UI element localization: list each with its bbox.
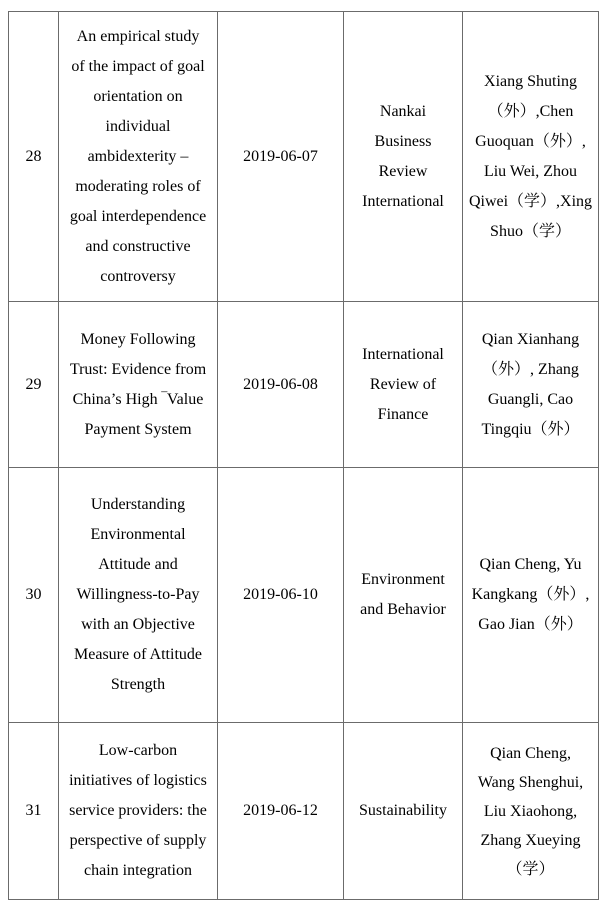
journal-name: Nankai Business Review International: [344, 12, 463, 302]
author-list: Qian Cheng, Wang Shenghui, Liu Xiaohong, Zhang Xueying （学）: [463, 723, 599, 900]
author-list: Xiang Shuting （外）,Chen Guoquan（外）, Liu Wei, Zhou Qiwei（学）,Xing Shuo（学）: [463, 12, 599, 302]
publish-date: 2019-06-12: [218, 723, 344, 900]
author-list: Qian Cheng, Yu Kangkang（外）, Gao Jian（外）: [463, 468, 599, 723]
table-row: [9, 302, 599, 468]
author-list: Qian Xianhang （外）, Zhang Guangli, Cao Tingqiu（外）: [463, 302, 599, 468]
journal-name: Sustainability: [344, 723, 463, 900]
table-row: [9, 723, 599, 900]
table-row: [9, 12, 599, 302]
row-number: 30: [9, 468, 59, 723]
row-number: 31: [9, 723, 59, 900]
paper-title: Low-carbon initiatives of logistics service providers: the perspective of supply chain integration: [59, 723, 218, 900]
paper-title: Money Following Trust: Evidence from China’s High ‾Value Payment System: [59, 302, 218, 468]
journal-name: Environment and Behavior: [344, 468, 463, 723]
publish-date: 2019-06-08: [218, 302, 344, 468]
row-number: 29: [9, 302, 59, 468]
table-row: [9, 468, 599, 723]
paper-title: Understanding Environmental Attitude and Willingness-to-Pay with an Objective Measure of Attitude Strength: [59, 468, 218, 723]
journal-name: International Review of Finance: [344, 302, 463, 468]
publish-date: 2019-06-10: [218, 468, 344, 723]
row-number: 28: [9, 12, 59, 302]
paper-title: An empirical study of the impact of goal orientation on individual ambidexterity – moderating roles of goal interdependence and constructive controversy: [59, 12, 218, 302]
publications-table: [8, 11, 599, 900]
publish-date: 2019-06-07: [218, 12, 344, 302]
